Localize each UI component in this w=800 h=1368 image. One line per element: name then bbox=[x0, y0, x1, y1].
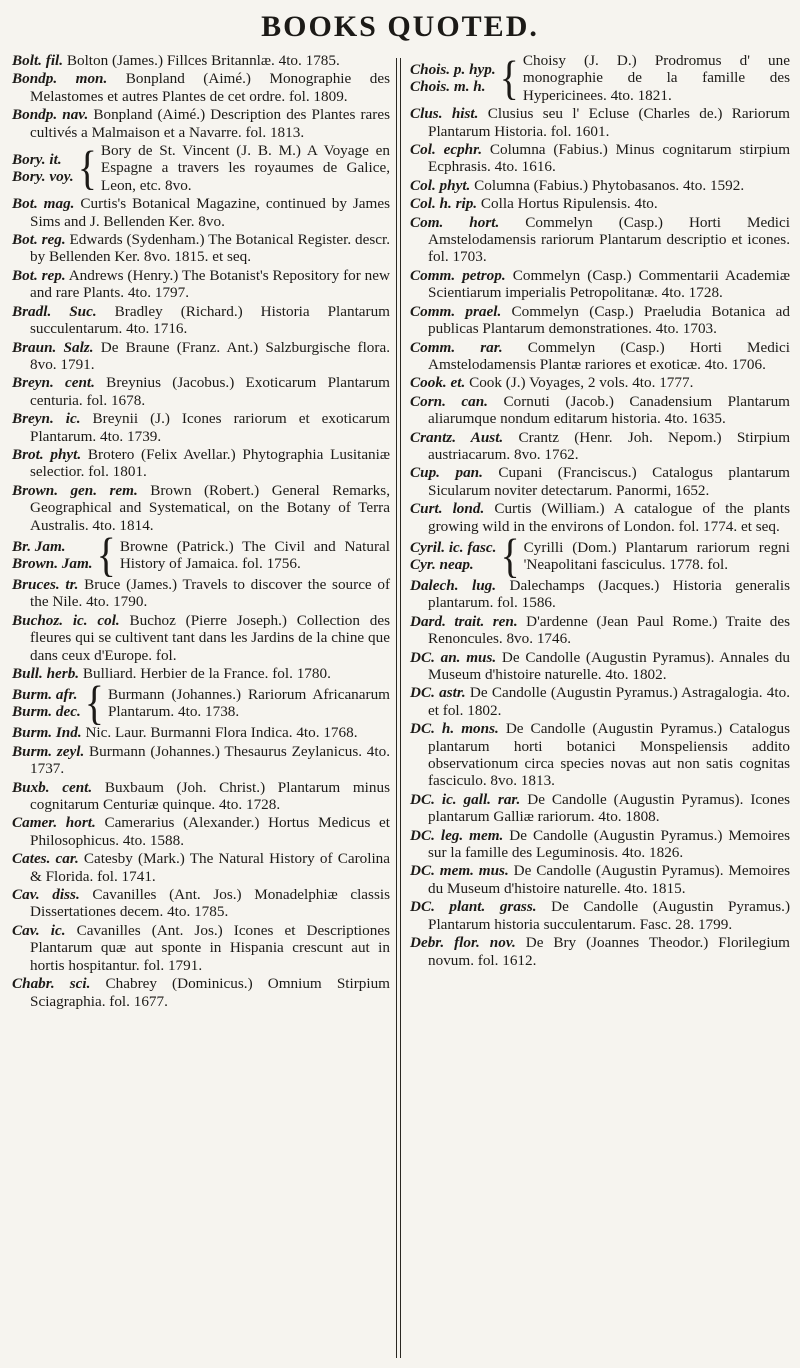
entry-abbreviation: Col. h. rip. bbox=[410, 195, 478, 213]
brace-glyph: { bbox=[499, 50, 519, 105]
entry-text: Commelyn (Casp.) Praeludia Botanica ad publicas Plantarum demonstrationes. 4to. 1703. bbox=[428, 302, 790, 338]
entry-text: Burmann (Johannes.) Thesaurus Zeylanicus. 4to. 1737. bbox=[30, 742, 390, 778]
entry-abbreviation: Curt. lond. bbox=[410, 500, 485, 518]
entry-abbreviation: Cup. pan. bbox=[410, 464, 483, 482]
bibliography-entry bbox=[410, 791, 790, 826]
bibliography-entry bbox=[410, 393, 790, 428]
entry-abbreviation: Bot. rep. bbox=[12, 266, 66, 284]
bibliography-entry bbox=[410, 52, 790, 104]
entry-text: Curtis (William.) A catalogue of the plants growing wild in the environs of London. fol. 1774. et seq. bbox=[428, 500, 790, 535]
entry-abbreviation: Burm. afr. bbox=[12, 686, 78, 703]
entry-abbreviation: Bondp. nav. bbox=[12, 106, 89, 124]
entry-text: Nic. Laur. Burmanni Flora Indica. 4to. 1768. bbox=[81, 724, 358, 742]
entry-text: Cupani (Franciscus.) Catalogus plantarum Sicularum noviter detectarum. Panormi, 1652. bbox=[428, 464, 790, 499]
entry-abbreviation: Breyn. ic. bbox=[12, 410, 81, 428]
entry-text: Dalechamps (Jacques.) Historia generalis plantarum. fol. 1586. bbox=[428, 576, 790, 612]
right-column bbox=[410, 52, 790, 970]
entry-abbreviation: Com. hort. bbox=[410, 213, 500, 231]
bibliography-entry bbox=[12, 612, 390, 664]
entry-text: De Braune (Franz. Ant.) Salzburgische flora. 8vo. 1791. bbox=[30, 338, 390, 373]
entry-text: Catesby (Mark.) The Natural History of Carolina & Florida. fol. 1741. bbox=[30, 850, 390, 885]
entry-text: Columna (Fabius.) Phytobasanos. 4to. 1592. bbox=[470, 176, 745, 194]
entry-abbreviation: Braun. Salz. bbox=[12, 338, 94, 356]
entry-text: Commelyn (Casp.) Horti Medici Amstelodamensis rariorum Plantarum descriptio et icones. fol. 1703. bbox=[428, 213, 790, 266]
entry-abbreviation: Chabr. sci. bbox=[12, 975, 91, 993]
entry-abbreviation: DC. an. mus. bbox=[410, 648, 497, 666]
entry-abbreviation: Col. ecphr. bbox=[410, 141, 482, 159]
entry-text: Columna (Fabius.) Minus cognitarum stirpium Ecphrasis. 4to. 1616. bbox=[428, 141, 791, 176]
entry-text: Bolton (James.) Fillces Britannlæ. 4to. 1785. bbox=[63, 52, 340, 69]
entry-text: De Candolle (Augustin Pyramus.) Catalogus plantarum horti botanici Monspeliensis addito observationum circa species novas aut non satis cognitas fasciculo. 8vo. 1813. bbox=[428, 720, 791, 790]
entry-abbreviation: Bolt. fil. bbox=[12, 52, 64, 69]
entry-text: Clusius seu l' Ecluse (Charles de.) Rariorum Plantarum Historia. fol. 1601. bbox=[428, 105, 790, 140]
entry-text: Buchoz (Pierre Joseph.) Collection des fleures qui se cultivent tant dans les Jardins de la chine que dans ceux d'Europe. fol. bbox=[30, 611, 390, 664]
entry-text: Curtis's Botanical Magazine, continued by James Sims and J. Bellenden Ker. 8vo. bbox=[30, 195, 390, 230]
entry-text: Bonpland (Aimé.) Monographie des Melastomes et autres Plantes de cet ordre. fol. 1809. bbox=[30, 70, 390, 105]
entry-text: Cyrilli (Dom.) Plantarum rariorum regni 'Neapolitani fasciculus. 1778. fol. bbox=[523, 538, 790, 573]
entry-text: Cavanilles (Ant. Jos.) Monadelphiæ classis Dissertationes decem. 4to. 1785. bbox=[30, 886, 390, 921]
bibliography-entry bbox=[410, 684, 790, 719]
entry-text: De Candolle (Augustin Pyramus.) Memoires sur la famille des Leguminosis. 4to. 1826. bbox=[428, 826, 790, 862]
entry-text: Commelyn (Casp.) Commentarii Academiæ Scientiarum imperialis Petropolitanæ. 4to. 1728. bbox=[428, 266, 790, 302]
entry-abbreviation: DC. h. mons. bbox=[410, 720, 499, 738]
bibliography-entry bbox=[12, 850, 390, 885]
entry-text: Bradley (Richard.) Historia Plantarum succulentarum. 4to. 1716. bbox=[30, 302, 390, 338]
bibliography-entry bbox=[410, 464, 790, 499]
bibliography-entry bbox=[12, 886, 390, 921]
entry-abbreviation: Breyn. cent. bbox=[12, 374, 95, 392]
entry-abbreviations bbox=[12, 151, 74, 186]
entry-abbreviation: Brown. gen. rem. bbox=[12, 481, 138, 499]
bibliography-entry bbox=[410, 720, 790, 790]
bibliography-entry bbox=[12, 52, 390, 69]
entry-abbreviation: Cav. ic. bbox=[12, 921, 66, 939]
entry-abbreviation: Burm. zeyl. bbox=[12, 742, 85, 760]
entry-text: De Candolle (Augustin Pyramus). Icones plantarum Galliæ rariorum. 4to. 1808. bbox=[428, 790, 790, 826]
bibliography-entry bbox=[12, 339, 390, 374]
entry-abbreviation: Brot. phyt. bbox=[12, 445, 82, 463]
entry-abbreviation: DC. ic. gall. rar. bbox=[410, 790, 521, 808]
entry-abbreviation: Corn. can. bbox=[410, 392, 488, 410]
entry-text: Choisy (J. D.) Prodromus d' une monographie de la famille des Hypericinees. 4to. 1821. bbox=[522, 52, 790, 104]
entry-abbreviation: Cav. diss. bbox=[12, 886, 80, 904]
bibliography-entry bbox=[12, 374, 390, 409]
left-column bbox=[12, 52, 390, 1011]
bibliography-entry bbox=[12, 482, 390, 534]
bibliography-entry bbox=[410, 339, 790, 374]
entry-text: Bonpland (Aimé.) Description des Plantes rares cultivés a Malmaison et a Navarre. fol. 1813. bbox=[30, 106, 390, 141]
bibliography-entry bbox=[410, 214, 790, 266]
entry-text: Cornuti (Jacob.) Canadensium Plantarum aliarumque nondum editarum historia. 4to. 1635. bbox=[428, 392, 790, 428]
entry-abbreviation: Br. Jam. bbox=[12, 537, 66, 555]
bibliography-entry bbox=[410, 577, 790, 612]
entry-abbreviation: DC. plant. grass. bbox=[410, 898, 537, 916]
entry-text: Breynius (Jacobus.) Exoticarum Plantarum centuria. fol. 1678. bbox=[30, 374, 390, 409]
entry-abbreviation: DC. astr. bbox=[410, 684, 466, 702]
bibliography-entry bbox=[410, 195, 790, 212]
entry-text: Crantz (Henr. Joh. Nepom.) Stirpium austriacarum. 8vo. 1762. bbox=[428, 428, 791, 463]
entry-abbreviation: Chois. m. h. bbox=[410, 78, 486, 96]
bibliography-entry bbox=[12, 665, 390, 682]
bibliography-entry bbox=[12, 231, 390, 266]
bibliography-entry bbox=[12, 410, 390, 445]
entry-abbreviation: DC. mem. mus. bbox=[410, 862, 509, 880]
entry-abbreviation: Burm. dec. bbox=[12, 703, 81, 721]
bibliography-entry bbox=[410, 105, 790, 140]
entry-abbreviation: DC. leg. mem. bbox=[410, 826, 504, 844]
entry-abbreviation: Dalech. lug. bbox=[410, 576, 497, 594]
entry-abbreviation: Dard. trait. ren. bbox=[410, 612, 518, 630]
entry-text: Cavanilles (Ant. Jos.) Icones et Descriptiones Plantarum quæ aut sponte in Hispania crescunt aut in hortis hospitantur. fol. 1791. bbox=[30, 921, 390, 974]
entry-text: Breynii (J.) Icones rariorum et exoticarum Plantarum. 4to. 1739. bbox=[30, 410, 390, 445]
bibliography-entry bbox=[410, 429, 790, 464]
bibliography-entry bbox=[410, 898, 790, 933]
brace-glyph: { bbox=[96, 527, 116, 582]
entry-abbreviation: Comm. petrop. bbox=[410, 266, 506, 284]
entry-abbreviation: Cyril. ic. fasc. bbox=[410, 538, 497, 556]
entry-abbreviation: Bradl. Suc. bbox=[12, 302, 97, 320]
bibliography-entry bbox=[410, 934, 790, 969]
column-divider bbox=[396, 58, 397, 1358]
entry-abbreviation: Bondp. mon. bbox=[12, 70, 108, 88]
bibliography-entry bbox=[410, 613, 790, 648]
bibliography-entry bbox=[12, 922, 390, 974]
entry-abbreviation: Comm. prael. bbox=[410, 302, 502, 320]
entry-text: D'ardenne (Jean Paul Rome.) Traite des Renoncules. 8vo. 1746. bbox=[428, 612, 791, 648]
entry-text: Chabrey (Dominicus.) Omnium Stirpium Sciagraphia. fol. 1677. bbox=[30, 975, 390, 1010]
bibliography-entry bbox=[12, 779, 390, 814]
entry-abbreviation: Bull. herb. bbox=[12, 665, 80, 682]
entry-abbreviation: Chois. p. hyp. bbox=[410, 60, 496, 78]
bibliography-entry bbox=[12, 527, 390, 582]
bibliography-entry bbox=[410, 827, 790, 862]
brace-glyph: { bbox=[500, 528, 520, 583]
entry-text: Colla Hortus Ripulensis. 4to. bbox=[477, 195, 658, 213]
entry-text: Andrews (Henry.) The Botanist's Repository for new and rare Plants. 4to. 1797. bbox=[30, 266, 390, 302]
column-divider bbox=[400, 58, 401, 1358]
entry-abbreviation: Cook. et. bbox=[410, 374, 466, 392]
entry-text: Brotero (Felix Avellar.) Phytographia Lusitaniæ selectior. fol. 1801. bbox=[30, 445, 390, 481]
bibliography-entry bbox=[12, 576, 390, 611]
entry-abbreviation: Clus. hist. bbox=[410, 105, 479, 123]
entry-abbreviation: Buchoz. ic. col. bbox=[12, 611, 120, 629]
entry-text: De Bry (Joannes Theodor.) Florilegium novum. fol. 1612. bbox=[428, 934, 790, 969]
entry-text: Cook (J.) Voyages, 2 vols. 4to. 1777. bbox=[465, 374, 694, 392]
entry-text: De Candolle (Augustin Pyramus.) Plantarum historia succulentarum. Fasc. 28. 1799. bbox=[428, 898, 790, 933]
entry-text: Bulliard. Herbier de la France. fol. 1780. bbox=[79, 665, 331, 682]
bibliography-entry bbox=[12, 975, 390, 1010]
entry-text: Bruce (James.) Travels to discover the source of the Nile. 4to. 1790. bbox=[30, 575, 390, 611]
bibliography-entry bbox=[12, 142, 390, 194]
entry-text: Camerarius (Alexander.) Hortus Medicus et Philosophicus. 4to. 1588. bbox=[30, 814, 390, 849]
bibliography-entry bbox=[410, 862, 790, 897]
entry-text: Bory de St. Vincent (J. B. M.) A Voyage en Espagne a travers les royaumes de Galice, Leon, etc. 8vo. bbox=[100, 142, 390, 194]
entry-abbreviations bbox=[410, 539, 496, 574]
entry-text: De Candolle (Augustin Pyramus.) Astragalogia. 4to. et fol. 1802. bbox=[428, 684, 790, 719]
entry-abbreviation: Bory. voy. bbox=[12, 168, 74, 186]
bibliography-entry bbox=[12, 814, 390, 849]
bibliography-entry bbox=[12, 303, 390, 338]
bibliography-entry bbox=[410, 528, 790, 583]
entry-abbreviation: Bot. reg. bbox=[12, 231, 66, 249]
brace-glyph: { bbox=[84, 675, 104, 730]
page-title: BOOKS QUOTED. bbox=[261, 10, 539, 43]
entry-abbreviation: Cyr. neap. bbox=[410, 555, 474, 573]
bibliography-entry bbox=[410, 374, 790, 391]
entry-abbreviation: Bot. mag. bbox=[12, 195, 75, 213]
entry-text: Buxbaum (Joh. Christ.) Plantarum minus cognitarum Centuriæ quinque. 4to. 1728. bbox=[30, 778, 390, 814]
entry-abbreviation: Burm. Ind. bbox=[12, 724, 82, 742]
entry-abbreviation: Crantz. Aust. bbox=[410, 428, 504, 446]
bibliography-entry bbox=[410, 267, 790, 302]
entry-abbreviation: Bory. it. bbox=[12, 150, 62, 168]
entry-text: Edwards (Sydenham.) The Botanical Register. descr. by Bellenden Ker. 8vo. 1815. et seq. bbox=[30, 231, 390, 266]
entry-abbreviation: Debr. flor. nov. bbox=[410, 934, 516, 952]
entry-abbreviation: Col. phyt. bbox=[410, 176, 471, 194]
bibliography-entry bbox=[410, 649, 790, 684]
entry-abbreviation: Camer. hort. bbox=[12, 814, 96, 832]
bibliography-entry bbox=[410, 500, 790, 535]
entry-abbreviation: Brown. Jam. bbox=[12, 554, 93, 572]
bibliography-entry bbox=[410, 303, 790, 338]
entry-abbreviation: Bruces. tr. bbox=[12, 575, 79, 593]
entry-text: Brown (Robert.) General Remarks, Geographical and Systematical, on the Botany of Terra Australis. 4to. 1814. bbox=[30, 481, 390, 534]
entry-text: De Candolle (Augustin Pyramus). Annales du Museum d'histoire naturelle. 4to. 1802. bbox=[428, 648, 790, 683]
entry-abbreviation: Comm. rar. bbox=[410, 338, 503, 356]
bibliography-entry bbox=[12, 267, 390, 302]
bibliography-entry bbox=[12, 106, 390, 141]
entry-text: Burmann (Johannes.) Rariorum Africanarum Plantarum. 4to. 1738. bbox=[107, 686, 390, 721]
entry-abbreviations bbox=[12, 538, 93, 573]
page-header bbox=[0, 10, 800, 44]
bibliography-entry bbox=[12, 724, 390, 741]
entry-abbreviation: Buxb. cent. bbox=[12, 778, 93, 796]
brace-glyph: { bbox=[77, 140, 97, 195]
bibliography-entry bbox=[12, 743, 390, 778]
bibliography-entry bbox=[12, 675, 390, 730]
bibliography-entry bbox=[12, 70, 390, 105]
bibliography-entry bbox=[410, 141, 790, 176]
entry-text: Browne (Patrick.) The Civil and Natural History of Jamaica. fol. 1756. bbox=[119, 537, 390, 572]
entry-abbreviation: Cates. car. bbox=[12, 850, 79, 868]
entry-abbreviations bbox=[12, 686, 81, 721]
bibliography-entry bbox=[12, 446, 390, 481]
bibliography-entry bbox=[12, 195, 390, 230]
entry-text: Commelyn (Casp.) Horti Medici Amstelodamensis Plantæ rariores et exoticæ. 4to. 1706. bbox=[428, 338, 790, 373]
bibliography-entry bbox=[410, 177, 790, 194]
entry-abbreviations bbox=[410, 61, 496, 96]
entry-text: De Candolle (Augustin Pyramus). Memoires du Museum d'histoire naturelle. 4to. 1815. bbox=[428, 862, 790, 897]
